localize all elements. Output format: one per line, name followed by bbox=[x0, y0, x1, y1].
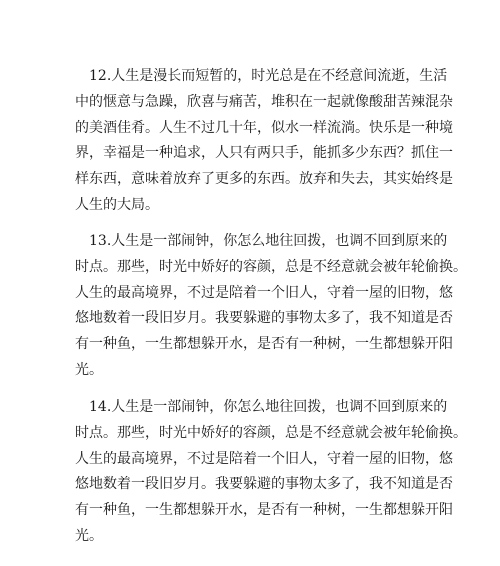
text-line: 光。 bbox=[75, 527, 103, 544]
text-line: 人生的最高境界，不过是陪着一个旧人，守着一屋的旧物，悠 bbox=[75, 450, 453, 467]
text-line: 14.人生是一部闹钟，你怎么地往回拨，也调不回到原来的 bbox=[75, 399, 448, 415]
text-line: 时点。那些，时光中娇好的容颜，总是不经意就会被年轮偷换。 bbox=[75, 258, 467, 275]
paragraph-13 bbox=[75, 229, 467, 384]
text-line: 悠地数着一段旧岁月。我要躲避的事物太多了，我不知道是否 bbox=[75, 476, 453, 493]
paragraph-14 bbox=[75, 395, 467, 550]
text-line: 13.人生是一部闹钟，你怎么地往回拨，也调不回到原来的 bbox=[75, 233, 448, 249]
text-line: 界，幸福是一种追求，人只有两只手，能抓多少东西？抓住一 bbox=[75, 145, 453, 162]
text-line: 12.人生是漫长而短暂的，时光总是在不经意间流逝，生活 bbox=[75, 68, 448, 84]
text-line: 时点。那些，时光中娇好的容颜，总是不经意就会被年轮偷换。 bbox=[75, 424, 467, 441]
text-line: 的美酒佳肴。人生不过几十年，似水一样流淌。快乐是一种境 bbox=[75, 119, 453, 136]
text-line: 有一种鱼，一生都想躲开水，是否有一种树，一生都想躲开阳 bbox=[75, 502, 453, 519]
text-line: 人生的大局。 bbox=[75, 196, 159, 213]
text-line: 中的惬意与急躁，欣喜与痛苦，堆积在一起就像酸甜苦辣混杂 bbox=[75, 93, 453, 110]
paragraph-12 bbox=[75, 64, 453, 219]
text-line: 样东西，意味着放弃了更多的东西。放弃和失去，其实始终是 bbox=[75, 171, 453, 188]
text-line: 光。 bbox=[75, 361, 103, 378]
text-line: 人生的最高境界，不过是陪着一个旧人，守着一屋的旧物，悠 bbox=[75, 284, 453, 301]
text-line: 有一种鱼，一生都想躲开水，是否有一种树，一生都想躲开阳 bbox=[75, 336, 453, 353]
text-line: 悠地数着一段旧岁月。我要躲避的事物太多了，我不知道是否 bbox=[75, 310, 453, 327]
